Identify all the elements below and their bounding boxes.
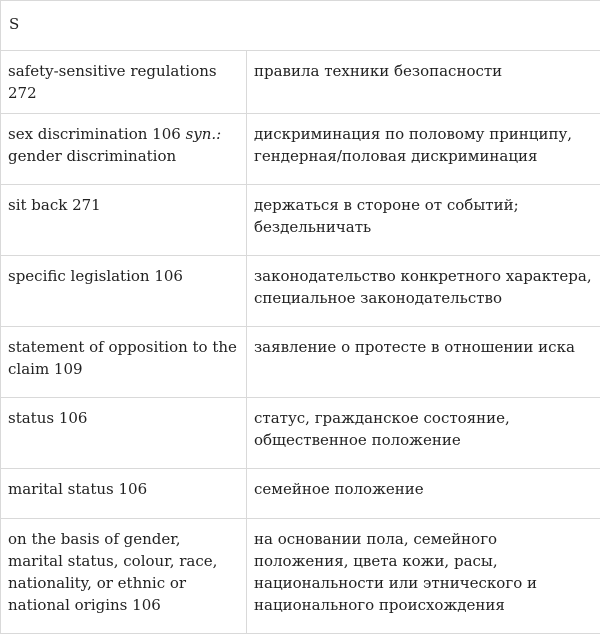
- section-letter: S: [1, 1, 600, 51]
- table-row: [1, 398, 600, 469]
- term-text: sex discrimination 106: [8, 125, 186, 143]
- table-row: [1, 469, 600, 519]
- term-cell: status 106: [1, 398, 247, 469]
- translation-cell: заявление о протесте в отношении иска: [247, 327, 600, 398]
- term-cell: marital status 106: [1, 469, 247, 519]
- term-cell: on the basis of gender, marital status, colour, race, nationality, or ethnic or national origins 106: [1, 519, 247, 634]
- translation-cell: семейное положение: [247, 469, 600, 519]
- term-cell: statement of opposition to the claim 109: [1, 327, 247, 398]
- translation-cell: правила техники безопасности: [247, 51, 600, 114]
- synonym-text: gender discrimination: [8, 147, 177, 165]
- translation-cell: законодательство конкретного характера, специальное законодательство: [247, 256, 600, 327]
- translation-cell: держаться в стороне от событий; бездельничать: [247, 185, 600, 256]
- table-row: [1, 519, 600, 634]
- translation-cell: статус, гражданское состояние, общественное положение: [247, 398, 600, 469]
- table-row: [1, 51, 600, 114]
- table-row: [1, 327, 600, 398]
- section-header-row: [1, 1, 600, 51]
- table-row: [1, 185, 600, 256]
- term-cell: sit back 271: [1, 185, 247, 256]
- table-row: [1, 256, 600, 327]
- term-cell: [1, 114, 247, 185]
- translation-cell: дискриминация по половому принципу, гендерная/половая дискриминация: [247, 114, 600, 185]
- translation-cell: на основании пола, семейного положения, цвета кожи, расы, национальности или этнического и национального происхождения: [247, 519, 600, 634]
- synonym-label: syn.:: [185, 125, 222, 143]
- term-cell: specific legislation 106: [1, 256, 247, 327]
- table-row: [1, 114, 600, 185]
- term-cell: safety-sensitive regulations 272: [1, 51, 247, 114]
